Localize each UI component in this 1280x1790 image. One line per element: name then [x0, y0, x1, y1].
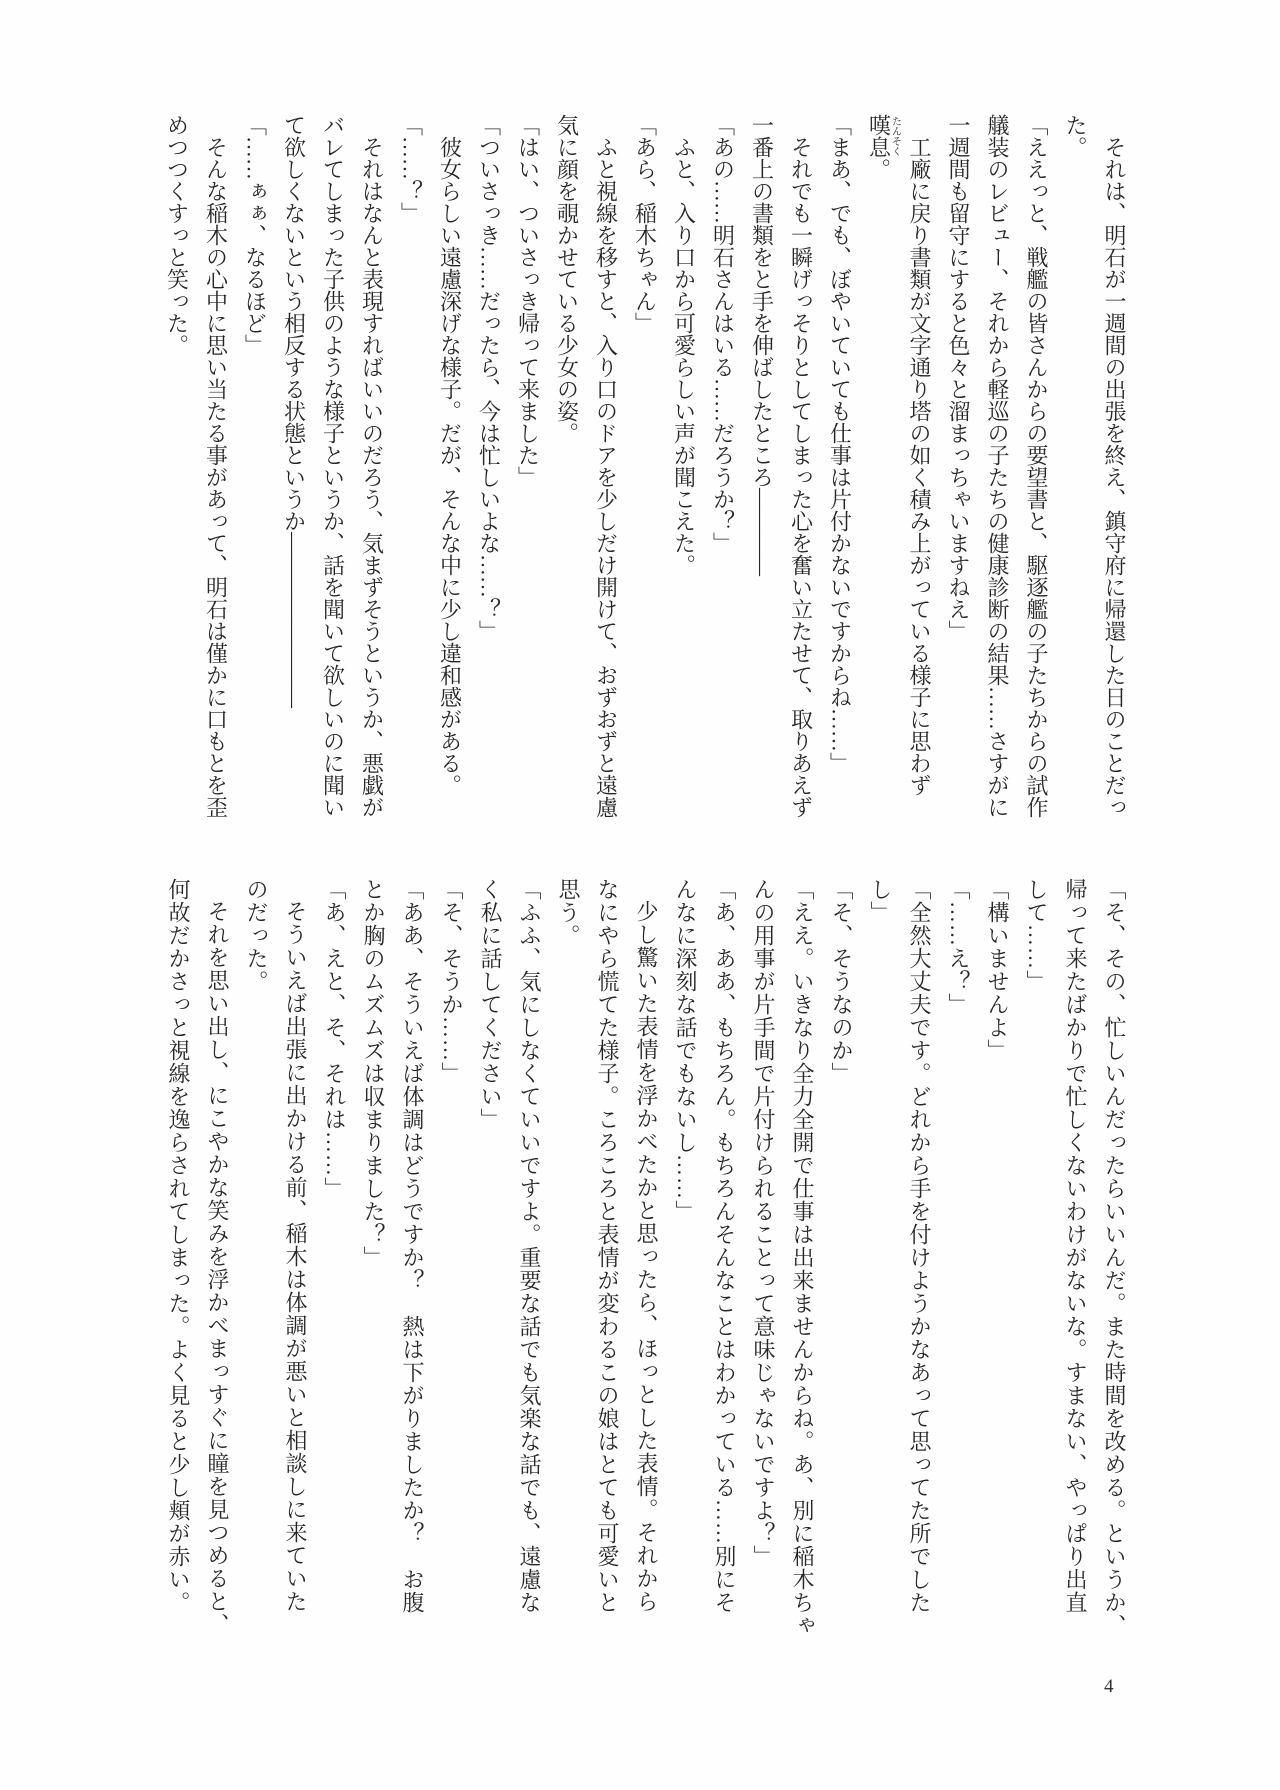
text-line: 一番上の書類をと手を伸ばしたところ――――	[749, 114, 775, 576]
text-line: 艤装のレビュー、それから軽巡の子たちの健康診断の結果……さすがに	[985, 114, 1010, 818]
text-line: し」	[868, 878, 893, 924]
text-block-upper	[158, 114, 1135, 822]
text-line: 工廠に戻り書類が文字通り塔の如く積み上がっている様子に思わず	[907, 136, 932, 796]
text-line: んの用事が片手間で片付けられることって意味じゃないですよ？」	[751, 878, 776, 1568]
text-line: 一週間も留守にすると色々と溜まっちゃいますねえ」	[946, 114, 971, 642]
text-line: それは、明石が一週間の出張を終え、鎮守府に帰還した日のことだっ	[1102, 136, 1127, 818]
text-line: なにやら慌てた様子。ころころと表情が変わるこの娘はとても可愛いと	[595, 878, 620, 1614]
text-line: 気に顔を覗かせている少女の姿。	[554, 114, 580, 444]
text-line: それを思い出し、にこやかな笑みを浮かべまっすぐに瞳を見つめると、	[205, 900, 230, 1636]
text-line: とか胸のムズムズは収まりました？」	[361, 878, 386, 1269]
text-line: 「……え？」	[946, 878, 971, 1016]
text-line: ふと、入り口から可愛らしい声が聞こえた。	[671, 136, 697, 576]
text-line: 「ええ。いきなり全力全開で仕事は出来ませんからね。あ、別に稲木ちゃ	[790, 878, 815, 1637]
text-line: 「ついさっき……だったら、今は忙しいよな……？」	[476, 114, 502, 642]
text-line: く私に話してください」	[478, 878, 503, 1131]
text-line: 「あの……明石さんはいる……だろうか？」	[710, 114, 736, 554]
text-line: 何故だかさっと視線を逸らされてしまった。よく見ると少し頬が赤い。	[166, 878, 191, 1614]
text-line: 「ふふ、気にしなくていいですよ。重要な話でも気楽な話でも、遠慮な	[517, 878, 542, 1614]
text-line: のだった。	[244, 878, 269, 993]
text-line: 「そ、その、忙しいんだったらいいんだ。また時間を改める。というか、	[1102, 878, 1127, 1637]
text-line: 彼女らしい遠慮深げな様子。だが、そんな中に少し違和感がある。	[437, 136, 463, 796]
text-line: 「そ、そうなのか」	[829, 878, 854, 1085]
text-line: 「まあ、でも、ぼやいていても仕事は片付かないですからね……」	[827, 114, 853, 774]
page-number: 4	[1104, 1676, 1114, 1697]
text-line: ふと視線を移すと、入り口のドアを少しだけ開けて、おずおずと遠慮	[593, 136, 619, 818]
text-line: それでも一瞬げっそりとしてしまった心を奮い立たせて、取りあえず	[788, 136, 814, 818]
text-line: た。	[1063, 114, 1088, 158]
text-line: 嘆息たんそく。	[866, 114, 901, 180]
text-line: 帰って来たばかりで忙しくないわけがないな。すまない、やっぱり出直	[1063, 878, 1088, 1614]
text-line: して……」	[1024, 878, 1049, 993]
text-line: 「あら、稲木ちゃん」	[632, 114, 658, 334]
text-line: 「あ、ああ、もちろん。もちろんそんなことはわかっている……別にそ	[712, 878, 737, 1614]
text-line: めつつくすっと笑った。	[164, 114, 190, 356]
text-line: て欲しくないという相反する状態というか――――――――	[281, 114, 307, 708]
text-line: 「ああ、そういえば体調はどうですか？ 熱は下がりましたか？ お腹	[400, 878, 425, 1614]
text-line: バレてしまった子供のような様子というか、話を聞いて欲しいのに聞い	[320, 114, 346, 818]
text-line: 少し驚いた表情を浮かべたかと思ったら、ほっとした表情。それから	[634, 900, 659, 1613]
text-line: 「はい、ついさっき帰って来ました」	[515, 114, 541, 488]
text-line: 「……？」	[398, 114, 424, 224]
text-line: それはなんと表現すればいいのだろう、気まずそうというか、悪戯が	[359, 136, 385, 818]
text-block-lower	[159, 878, 1134, 1644]
text-line: 「……ぁぁ、なるほど」	[242, 114, 268, 356]
text-line: 「全然大丈夫です。どれから手を付けようかなあって思ってた所でした	[907, 878, 932, 1614]
text-line: そういえば出張に出かける前、稲木は体調が悪いと相談しに来ていた	[283, 900, 308, 1613]
text-line: そんな稲木の心中に思い当たる事があって、明石は僅かに口もとを歪	[203, 136, 229, 818]
text-line: 思う。	[556, 878, 581, 947]
text-line: 「ええっと、戦艦の皆さんからの要望書と、駆逐艦の子たちからの試作	[1024, 114, 1049, 818]
text-line: 「構いませんよ」	[985, 878, 1010, 1062]
text-line: 「あ、えと、そ、それは……」	[322, 878, 347, 1200]
furigana-ruby: 嘆息たんそく	[866, 114, 901, 158]
text-line: んなに深刻な話でもないし……」	[673, 878, 698, 1223]
text-line: 「そ、そうか……」	[439, 878, 464, 1085]
